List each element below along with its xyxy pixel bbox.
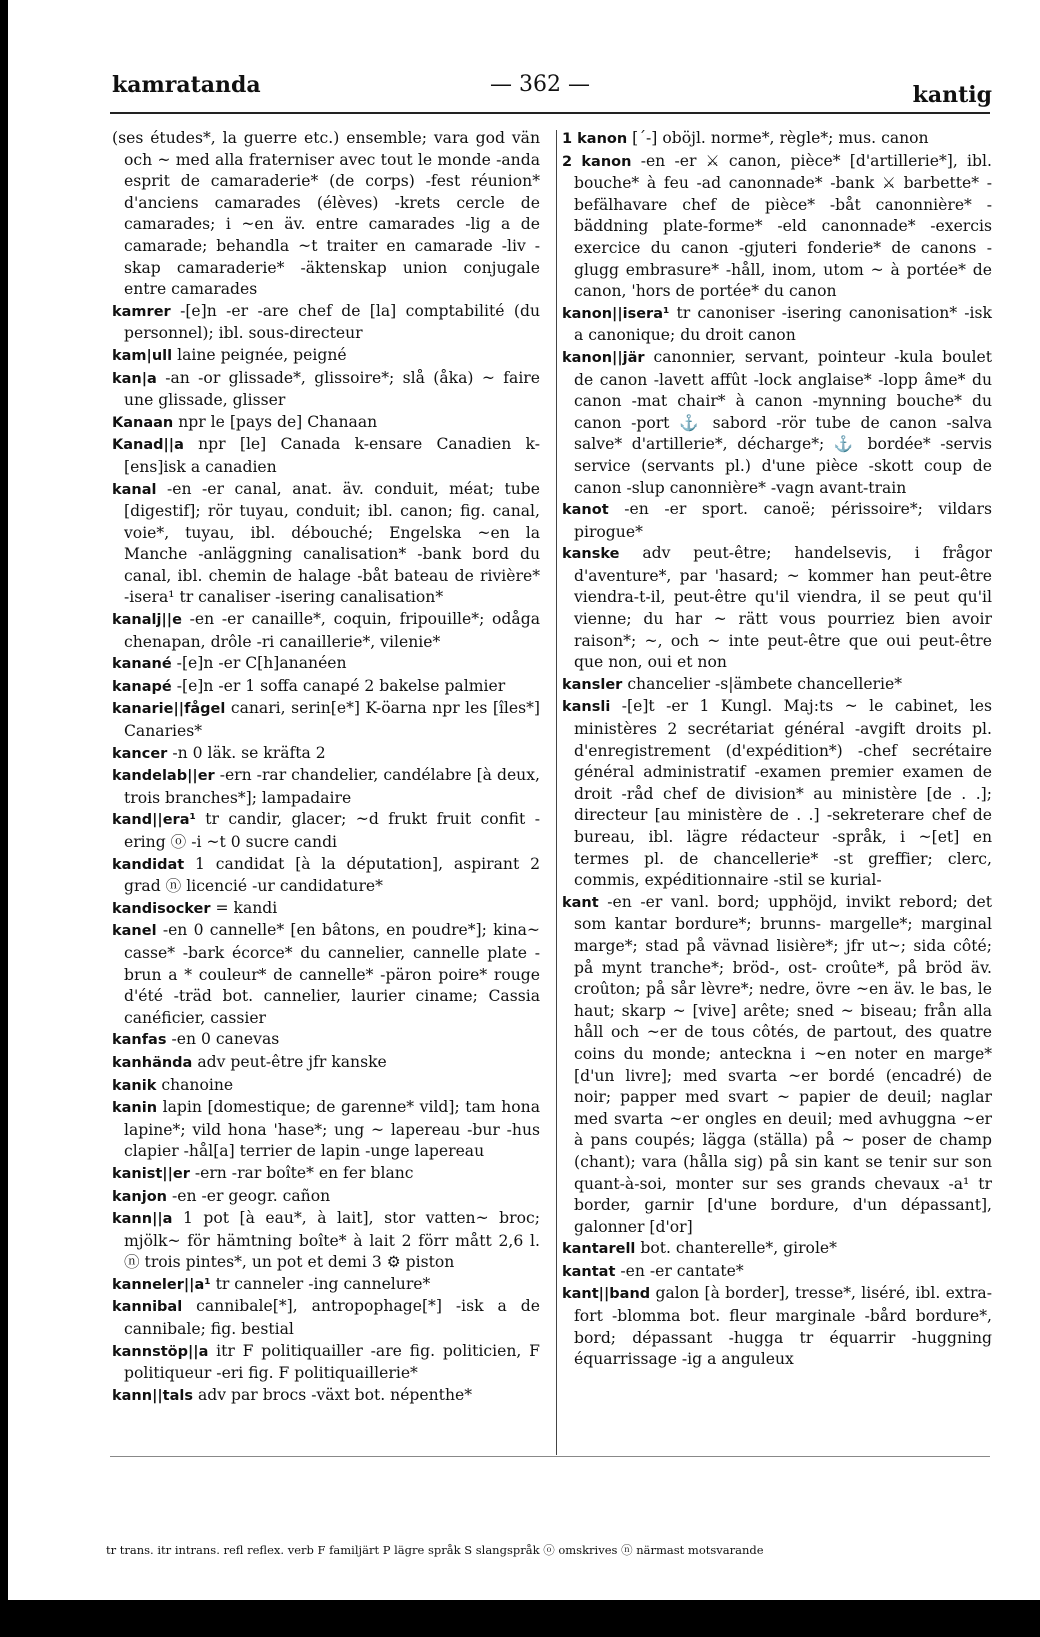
dictionary-entry xyxy=(112,854,540,898)
entry-definition: bot. chanterelle*, girole* xyxy=(640,1239,837,1258)
entry-headword: Kanad||a xyxy=(112,437,184,454)
dictionary-entry xyxy=(112,1296,540,1340)
entry-definition: (ses études*, la guerre etc.) ensemble; vara god vän och ~ med alla fraterniser avec tout le monde -anda esprit de camaraderie* (de corps) -fest réunion* d'anciens camarades (élèves) -krets cercle de camarades; i ~en äv. entre camarades -lig a de camarade; behandla ~t traiter en camarade -liv -skap camaraderie* -äktenskap union conjugale entre camarades xyxy=(112,129,540,299)
entry-definition: -ern -rar chandelier, candélabre [à deux, trois branches*]; lampadaire xyxy=(124,766,540,807)
entry-headword: kanon||jär xyxy=(562,349,645,366)
dictionary-entry xyxy=(562,543,992,674)
header-first-word: kamratanda xyxy=(112,72,261,98)
entry-headword: kanneler||a¹ xyxy=(112,1276,211,1293)
entry-headword: kanel xyxy=(112,923,157,940)
scan-edge-left xyxy=(0,0,8,1637)
left-column xyxy=(112,128,540,1407)
dictionary-entry xyxy=(112,128,540,301)
entry-headword: kanalj||e xyxy=(112,612,182,629)
entry-definition: -[e]t -er 1 Kungl. Maj:ts ~ le cabinet, les ministères 2 secrétariat général -avgift droits pl. d'enregistrement (d'expédition*) -chef secrétaire général administratif -examen premier examen de droit -råd chef de division* au ministère [de . .]; directeur [au ministère de . .] -sekreterare chef de bureau, ibl. lägre rédacteur -språk, i ~[et] en termes pl. de chancellerie* -st greffier; clerc, commis, expéditionnaire -stil se kurial- xyxy=(574,697,992,890)
entry-headword: kansli xyxy=(562,699,611,716)
dictionary-entry xyxy=(562,347,992,499)
dictionary-entry xyxy=(112,743,540,766)
dictionary-entry xyxy=(112,898,540,921)
footnote-rule xyxy=(110,1456,990,1457)
dictionary-entry xyxy=(562,696,992,891)
dictionary-entry xyxy=(562,303,992,347)
entry-definition: canari, serin[e*] K-öarna npr les [îles*] Canaries* xyxy=(124,699,540,741)
entry-headword: kant xyxy=(562,894,599,911)
entry-headword: kanané xyxy=(112,656,172,673)
entry-definition: tr canneler -ing cannelure* xyxy=(215,1274,431,1293)
scan-edge-bottom xyxy=(0,1600,1040,1637)
column-divider xyxy=(556,130,557,1455)
entry-headword: kandelab||er xyxy=(112,768,215,785)
entry-definition: -en -er sport. canoë; périssoire*; vildars pirogue* xyxy=(574,500,992,541)
entry-definition: -en 0 canevas xyxy=(171,1030,280,1049)
dictionary-entry xyxy=(112,653,540,676)
dictionary-entry xyxy=(562,1261,992,1284)
dictionary-entry xyxy=(112,368,540,412)
entry-headword: kam|ull xyxy=(112,347,173,364)
dictionary-entry xyxy=(112,1163,540,1186)
dictionary-entry xyxy=(562,1238,992,1261)
header-rule xyxy=(110,112,990,114)
dictionary-entry xyxy=(112,1274,540,1297)
dictionary-entry xyxy=(112,1075,540,1098)
entry-definition: -en -er cantate* xyxy=(620,1261,744,1280)
dictionary-entry xyxy=(112,301,540,345)
entry-headword: kann||tals xyxy=(112,1387,193,1404)
entry-headword: kanfas xyxy=(112,1032,167,1049)
entry-headword: kanin xyxy=(112,1100,158,1117)
dictionary-entry xyxy=(112,1385,540,1408)
entry-definition: cannibale[*], antropophage[*] -isk a de cannibale; fig. bestial xyxy=(124,1297,540,1339)
entry-definition: -[e]n -er C[h]ananéen xyxy=(176,654,347,673)
dictionary-entry xyxy=(112,345,540,368)
entry-headword: kanske xyxy=(562,546,620,563)
dictionary-entry xyxy=(112,1052,540,1075)
entry-definition: adv par brocs -växt bot. népenthe* xyxy=(197,1385,473,1404)
entry-definition: -en -er ⚔ canon, pièce* [d'artillerie*], ibl. bouche* à feu -ad canonnade* -bank ⚔ barbette* -befälhavare chef de pièce* -båt canonnière* -bäddning plate-forme* -eld canonnade* -exercis exercice du canon -gjuteri fonderie* de canons -glugg embrasure* -håll, inom, utom ~ à portée* de canon, 'hors de portée* du canon xyxy=(574,151,992,301)
entry-definition: laine peignée, peigné xyxy=(177,345,347,364)
entry-definition: -en -er canaille*, coquin, fripouille*; odåga chenapan, drôle -ri canaillerie*, vilenie* xyxy=(124,610,540,651)
dictionary-entry xyxy=(562,892,992,1239)
entry-definition: lapin [domestique; de garenne* vild]; tam hona lapine*; vild hona 'hase*; ung ~ lapereau -bur -hus clapier -hål[a] terrier de lapin -unge lapereau xyxy=(124,1098,540,1161)
entry-headword: kantat xyxy=(562,1263,616,1280)
entry-definition: chanoine xyxy=(161,1075,234,1094)
entry-definition: -n 0 läk. se kräfta 2 xyxy=(172,743,326,762)
dictionary-entry xyxy=(112,1208,540,1274)
entry-definition: -en -er vanl. bord; upphöjd, invikt rebord; det som kantar bordure*; brunns- margelle*; marginal marge*; stad på vävnad lisière*; jfr ut~; sida côté; på mynt tranche*; bröd-, ost- croûte*, på bröd äv. croûton; på sår lèvre*; nedre, övre ~en äv. le bas, le haut; skarp ~ [vive] arête; sned ~ biseau; från alla håll och ~er de tous côtés, de partout, des quatre coins du monde; anteckna i ~en noter en marge* [d'un livre]; med svarta ~er bordé (encadré) de noir; papper med svart ~ papier de deuil; naglar med svarta ~er ongles en deuil; med avhuggna ~er à pans coupés; lägga (ställa) på ~ poser de champ (chant); vara (hålla sig) på sin kant se tenir sur son quant-à-soi, monter sur ses grands chevaux -a¹ tr border, garnir [d'une bordure, d'un dépassant], galonner [d'or] xyxy=(574,892,992,1236)
entry-headword: kanist||er xyxy=(112,1165,190,1182)
entry-definition: -en -er canal, anat. äv. conduit, méat; tube [digestif]; rör tuyau, conduit; ibl. canon; fig. canal, voie*, tuyau, ibl. débouché; Engelska ~en la Manche -anläggning canalisation* -bank bord du canal, ibl. chemin de halage -båt bateau de rivière* -isera¹ tr canaliser -isering canalisation* xyxy=(124,479,540,607)
entry-headword: kann||a xyxy=(112,1211,173,1228)
entry-headword: kamrer xyxy=(112,303,171,320)
entry-headword: kan|a xyxy=(112,370,157,387)
entry-definition: npr le [pays de] Chanaan xyxy=(178,412,378,431)
dictionary-entry xyxy=(112,698,540,742)
dictionary-entry xyxy=(112,676,540,699)
entry-definition: chancelier -s|ämbete chancellerie* xyxy=(627,674,903,693)
entry-definition: = kandi xyxy=(215,898,278,917)
entry-headword: kanal xyxy=(112,481,157,498)
entry-definition: -an -or glissade*, glissoire*; slå (åka) ~ faire une glissade, glisser xyxy=(124,368,540,410)
entry-headword: kancer xyxy=(112,745,168,762)
entry-definition: canonnier, servant, pointeur -kula boulet de canon -lavett affût -lock anglaise* -lopp âme* du canon -mat chair* à canon -mynning bouche* du canon -port ⚓ sabord -rör tube de canon -salva salve* d'artillerie*, décharge*; ⚓ bordée* -servis service (servants pl.) d'une pièce -skott coup de canon -slup canonnière* -vagn avant-train xyxy=(574,347,992,497)
entry-definition: [ˊ-] oböjl. norme*, règle*; mus. canon xyxy=(632,129,929,147)
entry-headword: kanapé xyxy=(112,678,172,695)
entry-headword: kanarie||fågel xyxy=(112,701,226,718)
entry-headword: kansler xyxy=(562,676,623,693)
entry-headword: kandidat xyxy=(112,856,185,873)
dictionary-entry xyxy=(112,1097,540,1163)
right-column xyxy=(562,128,992,1371)
dictionary-entry xyxy=(112,1186,540,1209)
entry-definition: tr canoniser -isering canonisation* -isk a canonique; du droit canon xyxy=(574,303,992,345)
entry-definition: -en -er geogr. cañon xyxy=(171,1186,331,1205)
entry-headword: kand||era¹ xyxy=(112,812,196,829)
entry-definition: npr [le] Canada k-ensare Canadien k-[ens]isk a canadien xyxy=(124,435,540,476)
dictionary-entry xyxy=(112,765,540,809)
entry-definition: tr candir, glacer; ~d frukt fruit confit -ering ⓞ -i ~t 0 sucre candi xyxy=(124,810,540,851)
entry-headword: kanon||isera¹ xyxy=(562,305,670,322)
entry-headword: kanot xyxy=(562,502,609,519)
dictionary-entry xyxy=(562,499,992,543)
page-number: — 362 — xyxy=(490,72,590,97)
abbreviation-footnote: tr trans. itr intrans. refl reflex. verb F familjärt P lägre språk S slangspråk ⓞ omskrives ⓝ närmast motsvarande xyxy=(106,1543,764,1557)
dictionary-entry xyxy=(112,1341,540,1385)
entry-definition: adv peut-être; handelsevis, i frågor d'aventure*, par 'hasard; ~ kommer han peut-être viendra-t-il, peut-être qu'il viendra, il se peut qu'il vienne; du har ~ rätt vous pourriez bien avoir raison*; ~, och ~ inte peut-être que oui peut-être que non, oui et non xyxy=(574,544,992,672)
dictionary-entry xyxy=(112,1029,540,1052)
entry-definition: itr F politiquailler -are fig. politicien, F politiqueur -eri fig. F politiquaillerie* xyxy=(124,1341,540,1383)
entry-headword: kandisocker xyxy=(112,900,211,917)
entry-headword: kantarell xyxy=(562,1241,636,1258)
entry-definition: -en 0 cannelle* [en bâtons, en poudre*]; kina~ casse* -bark écorce* du cannelier, cannelle plate -brun a * couleur* de cannelle* -päron poire* rouge d'été -träd bot. cannelier, laurier ciname; Cassia canéficier, cassier xyxy=(124,921,540,1027)
dictionary-entry xyxy=(562,674,992,697)
dictionary-entry xyxy=(112,412,540,435)
entry-definition: galon [à border], tresse*, liséré, ibl. extra-fort -blomma bot. fleur marginale -bård bordure*, bord; dépassant -hugga tr équarrir -huggning équarrissage -ig a anguleux xyxy=(574,1284,992,1369)
entry-definition: adv peut-être jfr kanske xyxy=(197,1052,387,1071)
entry-headword: 2 kanon xyxy=(562,153,632,170)
dictionary-entry xyxy=(112,609,540,653)
entry-headword: kanhända xyxy=(112,1054,193,1071)
entry-headword: kanjon xyxy=(112,1188,168,1205)
dictionary-entry xyxy=(562,128,992,151)
entry-headword: kannibal xyxy=(112,1299,183,1316)
header-last-word: kantig xyxy=(912,82,992,108)
entry-headword: kannstöp||a xyxy=(112,1343,209,1360)
entry-definition: -[e]n -er 1 soffa canapé 2 bakelse palmier xyxy=(176,676,506,695)
dictionary-entry xyxy=(112,434,540,478)
dictionary-entry xyxy=(562,1283,992,1370)
entry-definition: 1 pot [à eau*, à lait], stor vatten~ broc; mjölk~ för hämtning boîte* à lait 2 förr mått 2,6 l. ⓝ trois pintes*, un pot et demi 3 ⚙ piston xyxy=(124,1209,540,1272)
entry-definition: -[e]n -er -are chef de [la] comptabilité (du personnel); ibl. sous-directeur xyxy=(124,301,540,343)
entry-headword: 1 kanon xyxy=(562,131,628,147)
entry-definition: -ern -rar boîte* en fer blanc xyxy=(194,1163,414,1182)
entry-headword: Kanaan xyxy=(112,414,174,431)
dictionary-entry xyxy=(112,479,540,610)
dictionary-entry xyxy=(112,920,540,1029)
entry-headword: kanik xyxy=(112,1077,157,1094)
dictionary-entry xyxy=(112,809,540,853)
entry-definition: 1 candidat [à la députation], aspirant 2 grad ⓝ licencié -ur candidature* xyxy=(124,854,540,896)
entry-headword: kant||band xyxy=(562,1286,651,1303)
dictionary-entry xyxy=(562,151,992,303)
